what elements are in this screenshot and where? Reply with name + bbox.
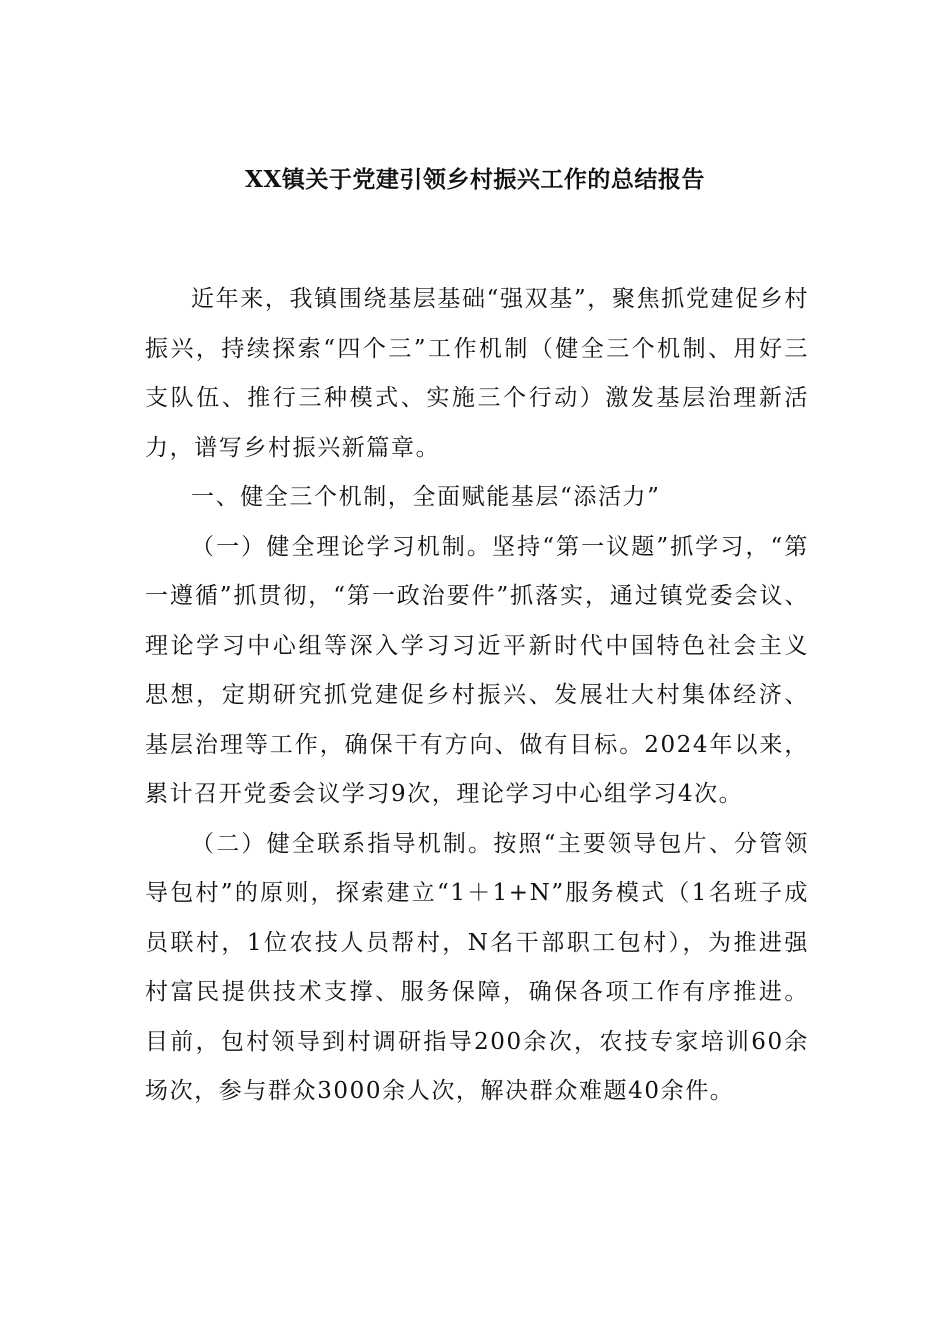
document-title: XX镇关于党建引领乡村振兴工作的总结报告 [245,166,705,193]
paragraph-theory-study: （一）健全理论学习机制。坚持“第一议题”抓学习，“第一遵循”抓贯彻，“第一政治要件”抓落实，通过镇党委会议、理论学习中心组等深入学习习近平新时代中国特色社会主义思想，定期研究抓党建促乡村振兴、发展壮大村集体经济、基层治理等工作，确保干有方向、做有目标。2024年以来，累计召开党委会议学习9次，理论学习中心组学习4次。 [145,533,809,807]
document-body [145,275,809,1117]
section-heading-1: 一、健全三个机制，全面赋能基层“添活力” [191,484,661,510]
paragraph-liaison-guidance: （二）健全联系指导机制。按照“主要领导包片、分管领导包村”的原则，探索建立“1＋1+N”服务模式（1名班子成员联村，1位农技人员帮村，N名干部职工包村），为推进强村富民提供技术支撑、服务保障，确保各项工作有序推进。目前，包村领导到村调研指导200余次，农技专家培训60余场次，参与群众3000余人次，解决群众难题40余件。 [145,830,809,1104]
paragraph-intro: 近年来，我镇围绕基层基础“强双基”，聚焦抓党建促乡村振兴，持续探索“四个三”工作机制（健全三个机制、用好三支队伍、推行三种模式、实施三个行动）激发基层治理新活力，谱写乡村振兴新篇章。 [145,286,809,461]
